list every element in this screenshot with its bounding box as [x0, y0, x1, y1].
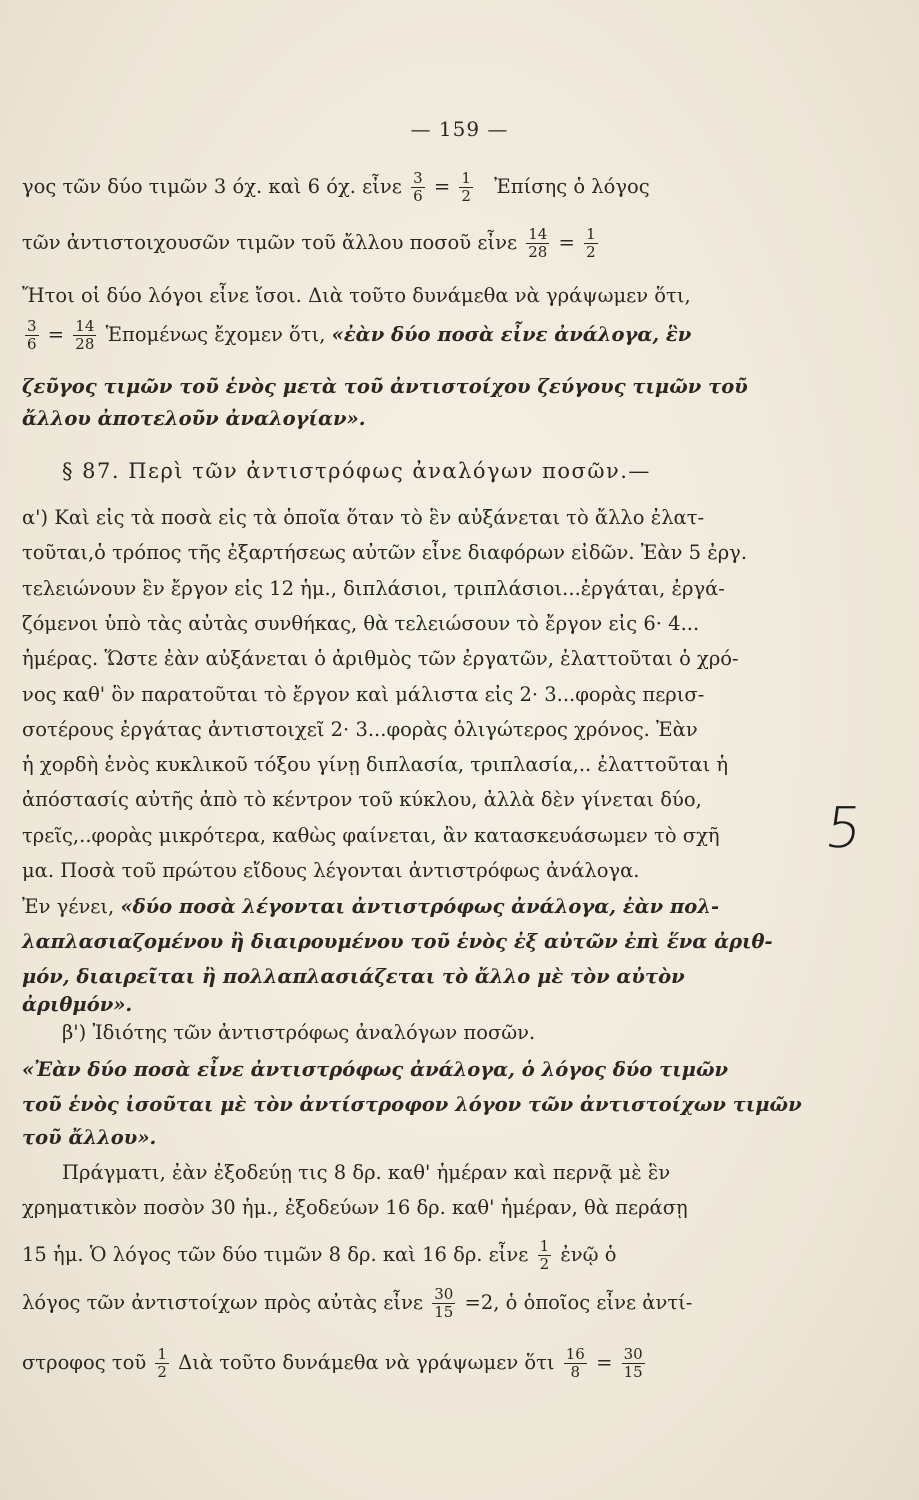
- text-line: ἀριθμόν».: [22, 993, 133, 1016]
- text-line: λόγος τῶν ἀντιστοίχων πρὸς αὐτὰς εἶνε $\frac{30}{15}$ =2, ὁ ὁποῖος εἶνε ἀντί-: [22, 1285, 693, 1321]
- text-line: χρηματικὸν ποσὸν 30 ἡμ., ἐξοδεύων 16 δρ. καθ' ἡμέραν, θὰ περάσῃ: [22, 1196, 688, 1219]
- handwritten-margin-note: 5: [821, 796, 867, 861]
- text-line: ἀπόστασίς αὐτῆς ἀπὸ τὸ κέντρον τοῦ κύκλου, ἀλλὰ δὲν γίνεται δύο,: [22, 788, 702, 811]
- text-line: τρεῖς,..φορὰς μικρότερα, καθὼς φαίνεται, ἂν κατασκευάσωμεν τὸ σχῆ: [22, 824, 720, 847]
- page-number: — 159 —: [410, 117, 509, 141]
- fraction: $\frac{3}{6}$: [413, 169, 423, 205]
- fraction: $\frac{3}{6}$: [27, 317, 37, 353]
- text-line: ζεῦγος τιμῶν τοῦ ἑνὸς μετὰ τοῦ ἀντιστοίχου ζεύγους τιμῶν τοῦ: [22, 375, 748, 398]
- fraction: $\frac{1}{2}$: [461, 169, 471, 205]
- text-line: «Ἐὰν δύο ποσὰ εἶνε ἀντιστρόφως ἀνάλογα, ὁ λόγος δύο τιμῶν: [22, 1058, 729, 1081]
- fraction: $\frac{14}{28}$: [528, 225, 548, 261]
- text-line: τοῦται,ὁ τρόπος τῆς ἐξαρτήσεως αὐτῶν εἶνε διαφόρων εἰδῶν. Ἐὰν 5 ἐργ.: [22, 541, 748, 564]
- text-line: νος καθ' ὃν παρατοῦται τὸ ἔργον καὶ μάλιστα εἰς 2· 3...φορὰς περισ-: [22, 683, 705, 706]
- text-line: τοῦ ἄλλου».: [22, 1126, 157, 1149]
- section-heading: § 87. Περὶ τῶν ἀντιστρόφως ἀναλόγων ποσῶν.—: [62, 459, 651, 483]
- text-line: Ἐν γένει, «δύο ποσὰ λέγονται ἀντιστρόφως ἀνάλογα, ἐὰν πολ-: [22, 895, 720, 918]
- text-line: σοτέρους ἐργάτας ἀντιστοιχεῖ 2· 3...φορὰς ὀλιγώτερος χρόνος. Ἐὰν: [22, 718, 698, 741]
- subsection-heading: β') Ἰδιότης τῶν ἀντιστρόφως ἀναλόγων ποσῶν.: [62, 1021, 536, 1044]
- text-line: $\frac{3}{6}$ = $\frac{14}{28}$ Ἑπομένως ἔχομεν ὅτι, «ἐὰν δύο ποσὰ εἶνε ἀνάλογα, ἓν: [27, 317, 692, 353]
- text-line: λαπλασιαζομένου ἢ διαιρουμένου τοῦ ἑνὸς ἐξ αὐτῶν ἐπὶ ἕνα ἀριθ-: [22, 930, 773, 953]
- text-line: στροφος τοῦ $\frac{1}{2}$ Διὰ τοῦτο δυνάμεθα νὰ γράψωμεν ὅτι $\frac{16}{8}$ = $\frac{30}{15}$: [22, 1345, 643, 1381]
- text-line: τελειώνουν ἓν ἔργον εἰς 12 ἡμ., διπλάσιοι, τριπλάσιοι...ἐργάται, ἐργά-: [22, 577, 725, 600]
- text-line: ἡ χορδὴ ἑνὸς κυκλικοῦ τόξου γίνῃ διπλασία, τριπλασία,.. ἐλαττοῦται ἡ: [22, 753, 729, 776]
- text-line: ἡμέρας. Ὥστε ἐὰν αὐξάνεται ὁ ἀριθμὸς τῶν ἐργατῶν, ἐλαττοῦται ὁ χρό-: [22, 647, 739, 670]
- fraction: $\frac{30}{15}$: [434, 1285, 454, 1321]
- fraction: $\frac{1}{2}$: [157, 1345, 167, 1381]
- fraction: $\frac{14}{28}$: [75, 317, 95, 353]
- text-line: μα. Ποσὰ τοῦ πρώτου εἴδους λέγονται ἀντιστρόφως ἀνάλογα.: [22, 859, 640, 882]
- text-line: τοῦ ἑνὸς ἰσοῦται μὲ τὸν ἀντίστροφον λόγον τῶν ἀντιστοίχων τιμῶν: [22, 1093, 802, 1116]
- fraction: $\frac{16}{8}$: [565, 1345, 585, 1381]
- text-line: τῶν ἀντιστοιχουσῶν τιμῶν τοῦ ἄλλου ποσοῦ εἶνε $\frac{14}{28}$ = $\frac{1}{2}$: [22, 225, 596, 261]
- text-line: ζόμενοι ὑπὸ τὰς αὐτὰς συνθήκας, θὰ τελειώσουν τὸ ἔργον εἰς 6· 4...: [22, 612, 700, 635]
- text-line: ἄλλου ἀποτελοῦν ἀναλογίαν».: [22, 407, 366, 430]
- text-line: α') Καὶ εἰς τὰ ποσὰ εἰς τὰ ὁποῖα ὅταν τὸ ἓν αὐξάνεται τὸ ἄλλο ἐλατ-: [22, 506, 705, 529]
- text-line: Ἤτοι οἱ δύο λόγοι εἶνε ἴσοι. Διὰ τοῦτο δυνάμεθα νὰ γράψωμεν ὅτι,: [22, 284, 691, 307]
- fraction: $\frac{1}{2}$: [539, 1237, 550, 1273]
- text-line: γος τῶν δύο τιμῶν 3 όχ. καὶ 6 όχ. εἶνε $\frac{3}{6}$ = $\frac{1}{2}$ Ἐπίσης ὁ λόγος: [22, 169, 650, 205]
- fraction: $\frac{1}{2}$: [586, 225, 596, 261]
- text-line: Πράγματι, ἐὰν ἐξοδεύῃ τις 8 δρ. καθ' ἡμέραν καὶ περνᾷ μὲ ἓν: [62, 1161, 671, 1184]
- fraction: $\frac{30}{15}$: [623, 1345, 643, 1381]
- text-line: μόν, διαιρεῖται ἢ πολλαπλασιάζεται τὸ ἄλλο μὲ τὸν αὐτὸν: [22, 965, 685, 988]
- text-line: 15 ἡμ. Ὁ λόγος τῶν δύο τιμῶν 8 δρ. καὶ 16 δρ. εἶνε $\frac{1}{2}$ ἐνῷ ὁ: [22, 1237, 617, 1273]
